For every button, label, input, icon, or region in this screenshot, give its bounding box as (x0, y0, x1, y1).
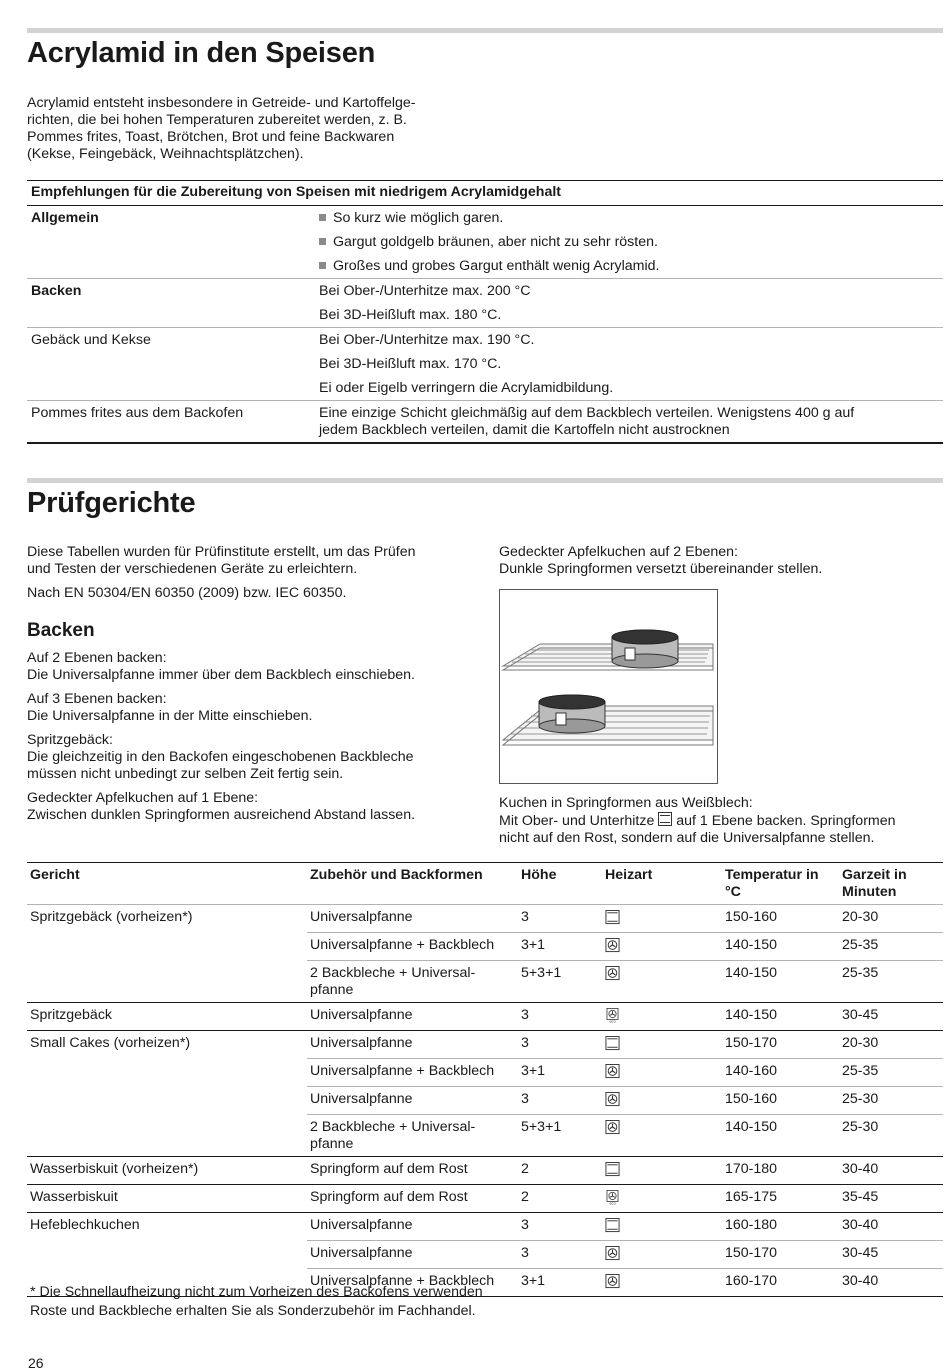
hot-air-eco-icon (605, 1190, 620, 1205)
footnotes (30, 1283, 483, 1321)
footnote-preheat: * Die Schnellaufheizung nicht zum Vorheizen des Backofens verwenden (30, 1284, 483, 1300)
accessory-cell: 2 Backbleche + Universal- pfanne (307, 1115, 518, 1157)
acrylamid-intro (27, 95, 477, 163)
text-line: Die Universalpfanne in der Mitte einschieben. (27, 708, 313, 724)
text-line: nicht auf den Rost, sondern auf die Universalpfanne stellen. (499, 830, 875, 846)
dish-cell (27, 1115, 307, 1157)
height-cell: 3 (518, 1241, 602, 1269)
temperature-cell: 150-160 (725, 909, 778, 925)
pruefgerichte-table (27, 862, 943, 1297)
row-label (27, 230, 315, 254)
time-cell: 25-35 (839, 933, 943, 961)
row-value (315, 279, 943, 304)
time-cell: 25-35 (839, 1059, 943, 1087)
dish-cell: Hefeblechkuchen (27, 1213, 307, 1241)
heating-mode-cell (602, 1241, 722, 1269)
row-label (27, 352, 315, 376)
value-text: Bei 3D-Heißluft max. 170 °C. (319, 356, 502, 372)
intro-line: Acrylamid entsteht insbesondere in Getreide- und Kartoffelge- (27, 95, 416, 111)
section-divider (27, 478, 943, 483)
subtitle-backen: Backen (27, 620, 95, 641)
intro-line: Pommes frites, Toast, Brötchen, Brot und feine Backwaren (27, 129, 395, 145)
time-cell: 30-40 (839, 1157, 943, 1185)
table-row (27, 961, 943, 1003)
value-text: Ei oder Eigelb verringern die Acrylamidbildung. (319, 380, 614, 396)
dish-cell (27, 1087, 307, 1115)
acrylamid-table (27, 180, 943, 444)
table-row (27, 1157, 943, 1185)
heating-mode-cell (602, 1003, 722, 1031)
section-divider (27, 28, 943, 33)
heating-mode-cell (602, 1269, 722, 1297)
intro-line: und Testen der verschiedenen Geräte zu erleichtern. (27, 561, 358, 577)
value-text: Gargut goldgelb bräunen, aber nicht zu sehr rösten. (333, 234, 658, 250)
row-label (27, 376, 315, 401)
time-cell: 25-35 (839, 961, 943, 1003)
row-label (27, 254, 315, 279)
text-line: Auf 2 Ebenen backen: (27, 650, 167, 666)
column-header: Gericht (27, 863, 307, 905)
hot-air-icon (605, 1092, 620, 1107)
text-line: Dunkle Springformen versetzt übereinander stellen. (499, 561, 823, 577)
heating-mode-cell (602, 1185, 722, 1213)
dish-cell (27, 961, 307, 1003)
dish-cell: Wasserbiskuit (27, 1185, 307, 1213)
row-value (315, 328, 943, 353)
row-value (315, 254, 943, 279)
table-row (27, 206, 943, 231)
height-cell: 3 (521, 909, 529, 925)
temperature-cell: 160-180 (722, 1213, 839, 1241)
height-cell: 5+3+1 (518, 961, 602, 1003)
temperature-cell: 150-170 (722, 1241, 839, 1269)
table-header-row (27, 863, 943, 905)
footnote-accessories: Roste und Backbleche erhalten Sie als Sonderzubehör im Fachhandel. (30, 1303, 476, 1319)
heating-mode-cell (602, 1031, 722, 1059)
temperature-cell: 140-150 (722, 1115, 839, 1157)
row-label: Backen (27, 279, 315, 304)
hot-air-icon (605, 1246, 620, 1261)
bullet-icon (319, 214, 326, 221)
table-row (27, 1031, 943, 1059)
row-label (27, 303, 315, 328)
dish-cell: Small Cakes (vorheizen*) (27, 1031, 307, 1059)
text-line: Auf 3 Ebenen backen: (27, 691, 167, 707)
table-row (27, 352, 943, 376)
table-row (27, 254, 943, 279)
heating-mode-cell (602, 905, 722, 933)
bullet-icon (319, 238, 326, 245)
heating-mode-cell (602, 1115, 722, 1157)
column-header: Zubehör und Backformen (307, 863, 518, 905)
text-line: Gedeckter Apfelkuchen auf 1 Ebene: (27, 790, 259, 806)
section-title-pruefgerichte: Prüfgerichte (27, 487, 196, 519)
row-label: Allgemein (31, 210, 99, 226)
table-row (27, 376, 943, 401)
table-row (27, 1003, 943, 1031)
table-row (27, 303, 943, 328)
right-col-text-bottom (499, 795, 944, 847)
height-cell: 3+1 (518, 1059, 602, 1087)
top-bottom-heat-icon (605, 1036, 620, 1051)
hot-air-eco-icon (605, 1008, 620, 1023)
temperature-cell: 165-175 (722, 1185, 839, 1213)
text-line: Die gleichzeitig in den Backofen eingeschobenen Backbleche (27, 749, 414, 765)
intro-line: Diese Tabellen wurden für Prüfinstitute erstellt, um das Prüfen (27, 544, 416, 560)
page-number: 26 (28, 1355, 44, 1371)
standard-note: Nach EN 50304/EN 60350 (2009) bzw. IEC 60350. (27, 585, 347, 601)
top-bottom-heat-icon (605, 1162, 620, 1177)
accessory-cell: Universalpfanne (307, 1031, 518, 1059)
hot-air-icon (605, 1120, 620, 1135)
accessory-cell: Universalpfanne (310, 909, 413, 925)
table-row (27, 401, 943, 444)
height-cell: 3+1 (518, 933, 602, 961)
hot-air-icon (605, 1064, 620, 1079)
text-line: müssen nicht unbedingt zur selben Zeit fertig sein. (27, 766, 344, 782)
accessory-cell: Springform auf dem Rost (307, 1157, 518, 1185)
column-header: Höhe (518, 863, 602, 905)
height-cell: 5+3+1 (518, 1115, 602, 1157)
row-value (315, 303, 943, 328)
text-line (499, 812, 944, 830)
column-header: Heizart (602, 863, 722, 905)
table-row (27, 230, 943, 254)
hot-air-icon (605, 938, 620, 953)
row-value: Eine einzige Schicht gleichmäßig auf dem Backblech verteilen. Wenigstens 400 g auf jedem Backblech verteilen, damit die Kartoffeln nicht austrocknen (315, 401, 943, 444)
dish-cell (27, 933, 307, 961)
dish-cell: Wasserbiskuit (vorheizen*) (27, 1157, 307, 1185)
row-label: Pommes frites aus dem Backofen (27, 401, 315, 444)
heating-mode-cell (602, 1087, 722, 1115)
temperature-cell: 170-180 (722, 1157, 839, 1185)
time-cell: 30-40 (839, 1213, 943, 1241)
top-bottom-heat-icon (605, 1218, 620, 1233)
time-cell: 25-30 (839, 1115, 943, 1157)
text-line: Spritzgebäck: (27, 732, 113, 748)
text-fragment: auf 1 Ebene backen. Springformen (676, 813, 896, 829)
svg-text:eco: eco (609, 1201, 616, 1205)
row-value (315, 376, 943, 401)
dish-cell (27, 1241, 307, 1269)
accessory-cell: Springform auf dem Rost (307, 1185, 518, 1213)
text-line: Zwischen dunklen Springformen ausreichend Abstand lassen. (27, 807, 416, 823)
top-bottom-heat-icon (658, 812, 672, 826)
dish-cell (27, 1059, 307, 1087)
intro-line: richten, die bei hohen Temperaturen zubereitet werden, z. B. (27, 112, 407, 128)
time-cell: 30-45 (839, 1241, 943, 1269)
accessory-cell: Universalpfanne + Backblech (307, 1059, 518, 1087)
text-line: Kuchen in Springformen aus Weißblech: (499, 795, 753, 811)
bullet-icon (319, 262, 326, 269)
dish-cell: Spritzgebäck (27, 1003, 307, 1031)
text-line: Die Universalpfanne immer über dem Backblech einschieben. (27, 667, 415, 683)
temperature-cell: 140-150 (722, 961, 839, 1003)
text-fragment: Mit Ober- und Unterhitze (499, 813, 655, 829)
column-header: Garzeit in Minuten (839, 863, 943, 905)
intro-line: (Kekse, Feingebäck, Weihnachtsplätzchen). (27, 146, 304, 162)
height-cell: 3 (518, 1087, 602, 1115)
time-cell: 30-40 (839, 1269, 943, 1297)
oven-racks-illustration (500, 590, 717, 783)
value-text: Bei Ober-/Unterhitze max. 200 °C (319, 283, 531, 299)
row-value (315, 230, 943, 254)
table-row (27, 905, 943, 933)
right-col-text-top (499, 544, 939, 578)
column-header: Temperatur in °C (722, 863, 839, 905)
backen-instructions (27, 650, 487, 824)
height-cell: 2 (518, 1185, 602, 1213)
heating-mode-cell (602, 1213, 722, 1241)
height-cell: 3+1 (518, 1269, 602, 1297)
temperature-cell: 140-150 (722, 1003, 839, 1031)
height-cell: 3 (518, 1003, 602, 1031)
temperature-cell: 150-160 (722, 1087, 839, 1115)
value-text: Großes und grobes Gargut enthält wenig Acrylamid. (333, 258, 660, 274)
heating-mode-cell (602, 933, 722, 961)
time-cell: 20-30 (842, 909, 879, 925)
hot-air-icon (605, 966, 620, 981)
accessory-cell: Universalpfanne + Backblech (307, 933, 518, 961)
temperature-cell: 140-150 (722, 933, 839, 961)
accessory-cell: Universalpfanne + Backblech (307, 1269, 518, 1297)
heating-mode-cell (602, 1157, 722, 1185)
hot-air-icon (605, 1274, 620, 1289)
svg-text:eco: eco (609, 1019, 616, 1023)
table-row (27, 1115, 943, 1157)
table-row (27, 1213, 943, 1241)
value-text: Bei 3D-Heißluft max. 180 °C. (319, 307, 502, 323)
value-text: Bei Ober-/Unterhitze max. 190 °C. (319, 332, 535, 348)
temperature-cell: 160-170 (722, 1269, 839, 1297)
springform-illustration (499, 589, 718, 784)
height-cell: 3 (518, 1213, 602, 1241)
time-cell: 35-45 (839, 1185, 943, 1213)
dish-cell: Spritzgebäck (vorheizen*) (30, 909, 193, 925)
table-row (27, 328, 943, 353)
table-row (27, 1087, 943, 1115)
pruef-intro (27, 544, 487, 602)
accessory-cell: Universalpfanne (307, 1087, 518, 1115)
table-row (27, 1241, 943, 1269)
text-line: Gedeckter Apfelkuchen auf 2 Ebenen: (499, 544, 738, 560)
temperature-cell: 140-160 (722, 1059, 839, 1087)
top-bottom-heat-icon (605, 910, 620, 925)
accessory-cell: Universalpfanne (307, 1003, 518, 1031)
table-row (27, 1185, 943, 1213)
accessory-cell: Universalpfanne (307, 1213, 518, 1241)
acrylamid-table-header: Empfehlungen für die Zubereitung von Speisen mit niedrigem Acrylamidgehalt (27, 181, 943, 206)
heating-mode-cell (602, 1059, 722, 1087)
table-row (27, 1059, 943, 1087)
heating-mode-cell (602, 961, 722, 1003)
height-cell: 3 (518, 1031, 602, 1059)
temperature-cell: 150-170 (722, 1031, 839, 1059)
row-value (315, 206, 943, 231)
table-row (27, 933, 943, 961)
section-title-acrylamid: Acrylamid in den Speisen (27, 37, 376, 69)
time-cell: 25-30 (839, 1087, 943, 1115)
table-row (27, 279, 943, 304)
accessory-cell: Universalpfanne (307, 1241, 518, 1269)
row-value (315, 352, 943, 376)
row-label: Gebäck und Kekse (27, 328, 315, 353)
height-cell: 2 (518, 1157, 602, 1185)
value-text: So kurz wie möglich garen. (333, 210, 504, 226)
time-cell: 20-30 (839, 1031, 943, 1059)
time-cell: 30-45 (839, 1003, 943, 1031)
accessory-cell: 2 Backbleche + Universal- pfanne (307, 961, 518, 1003)
